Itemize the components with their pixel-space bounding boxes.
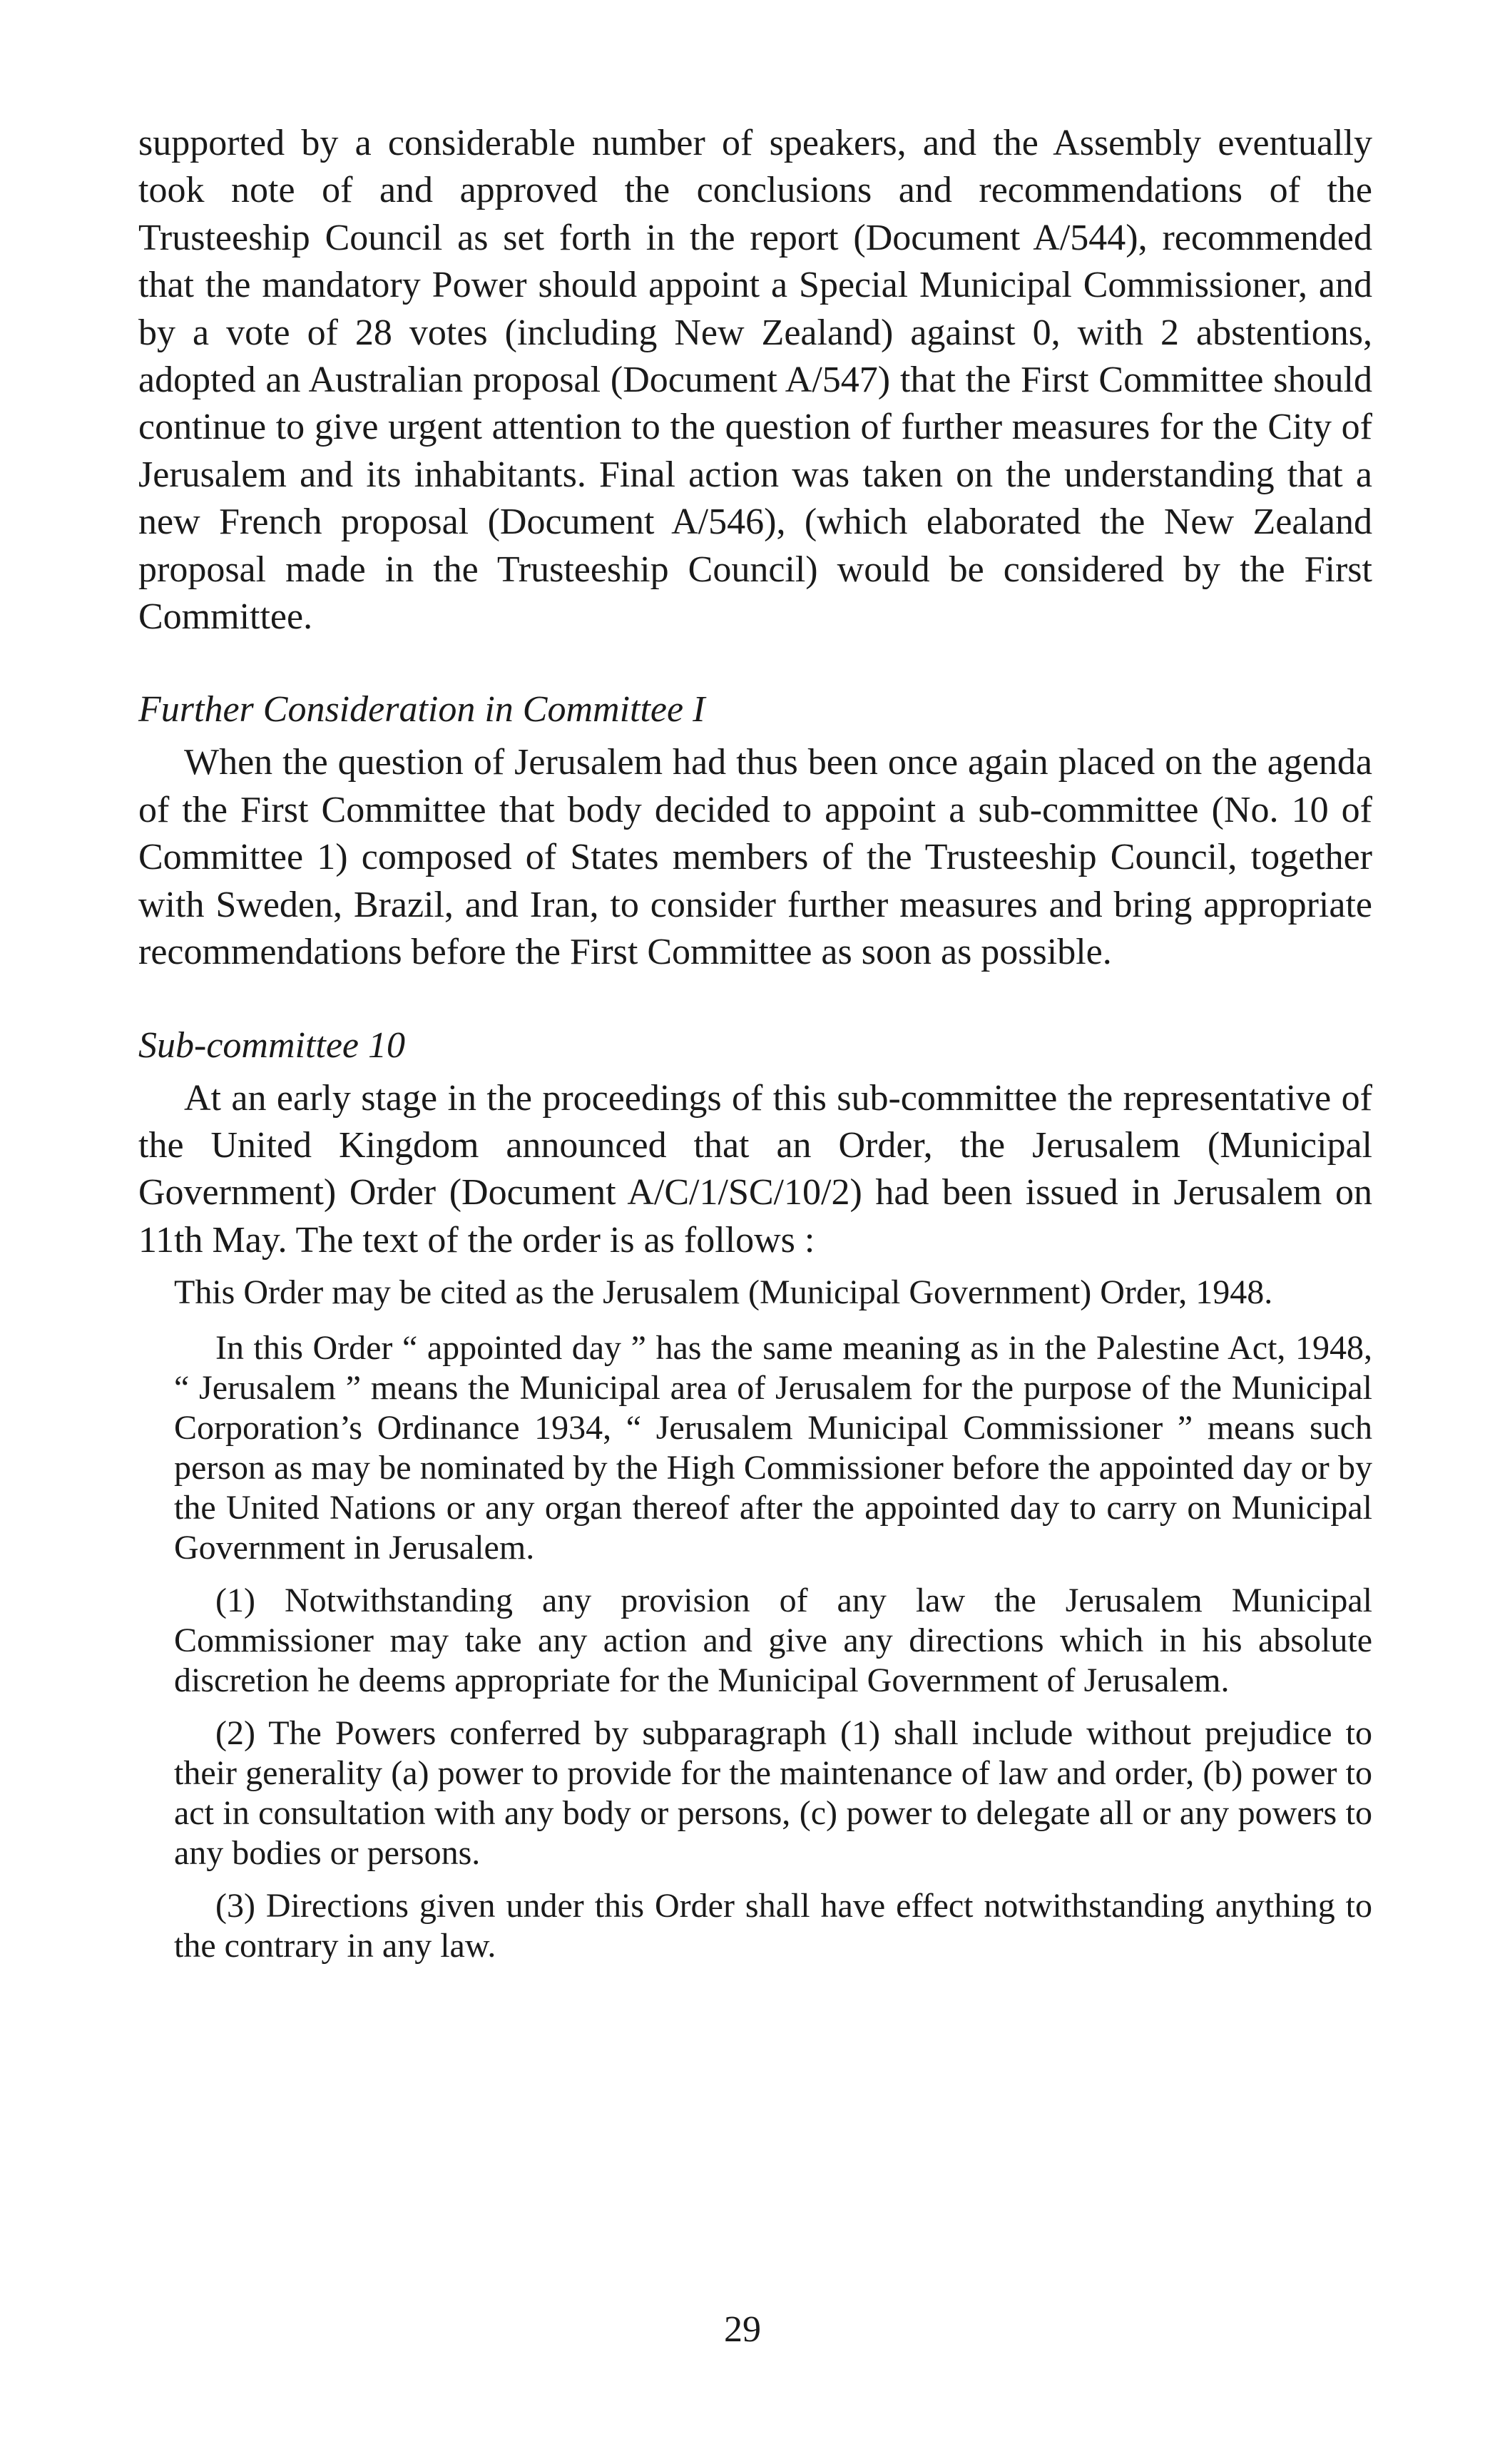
order-clause-2: (2) The Powers conferred by subparagraph (1) shall include without prejudice to their generality (a) power to provide for the maintenance of law and order, (b) power to act in consultation with any body or persons, (c) power to delegate all or any powers to any bodies or persons. xyxy=(174,1714,1372,1873)
order-citation: This Order may be cited as the Jerusalem (Municipal Government) Order, 1948. xyxy=(174,1273,1273,1312)
document-page xyxy=(138,120,1372,1979)
section-paragraph-sub-committee-10: At an early stage in the proceedings of this sub-committee the representative of the United Kingdom announced that an Order, the Jerusalem (Municipal Government) Order (Document A/C/1/SC/10/2) had been issued in Jerusalem on 11th May. The text of the order is as follows : xyxy=(138,1077,1372,1261)
section-paragraph-further-consideration: When the question of Jerusalem had thus been once again placed on the agenda of the First Committee that body decided to appoint a sub-committee (No. 10 of Committee 1) composed of States members of the Trusteeship Council, together with Sweden, Brazil, and Iran, to consider further measures and bring appropriate recommendations before the First Committee as soon as possible. xyxy=(138,742,1372,973)
order-clause-1: (1) Notwithstanding any provision of any law the Jerusalem Municipal Commissioner may take any action and give any directions which in his absolute discretion he deems appropriate for the Municipal Government of Jerusalem. xyxy=(174,1582,1372,1700)
order-text-block xyxy=(174,1273,1372,1966)
section-heading-sub-committee-10: Sub-committee 10 xyxy=(138,1024,406,1066)
opening-paragraph: supported by a considerable number of speakers, and the Assembly eventually took note of and approved the conclusions and recommendations of the Trusteeship Council as set forth in the report (Document A/544), recommended that the mandatory Power should appoint a Special Municipal Commissioner, and by a vote of 28 votes (including New Zealand) against 0, with 2 abstentions, adopted an Australian proposal (Document A/547) that the First Committee should continue to give urgent attention to the question of further measures for the City of Jerusalem and its inhabitants. Final action was taken on the understanding that a new French proposal (Document A/546), (which elaborated the New Zealand proposal made in the Trusteeship Council) would be considered by the First Committee. xyxy=(138,123,1372,638)
order-definitions: In this Order “ appointed day ” has the same meaning as in the Palestine Act, 1948, “ Jerusalem ” means the Municipal area of Jerusalem for the purpose of the Municipal Corporation’s Ordinance 1934, “ Jerusalem Municipal Commissioner ” means such person as may be nominated by the High Commissioner before the appointed day or by the United Nations or any organ thereof after the appointed day to carry on Municipal Government in Jerusalem. xyxy=(174,1329,1372,1567)
page-number: 29 xyxy=(724,2309,761,2350)
order-clause-3: (3) Directions given under this Order shall have effect notwithstanding anything to the contrary in any law. xyxy=(174,1887,1372,1965)
section-heading-further-consideration: Further Consideration in Committee I xyxy=(138,689,705,730)
